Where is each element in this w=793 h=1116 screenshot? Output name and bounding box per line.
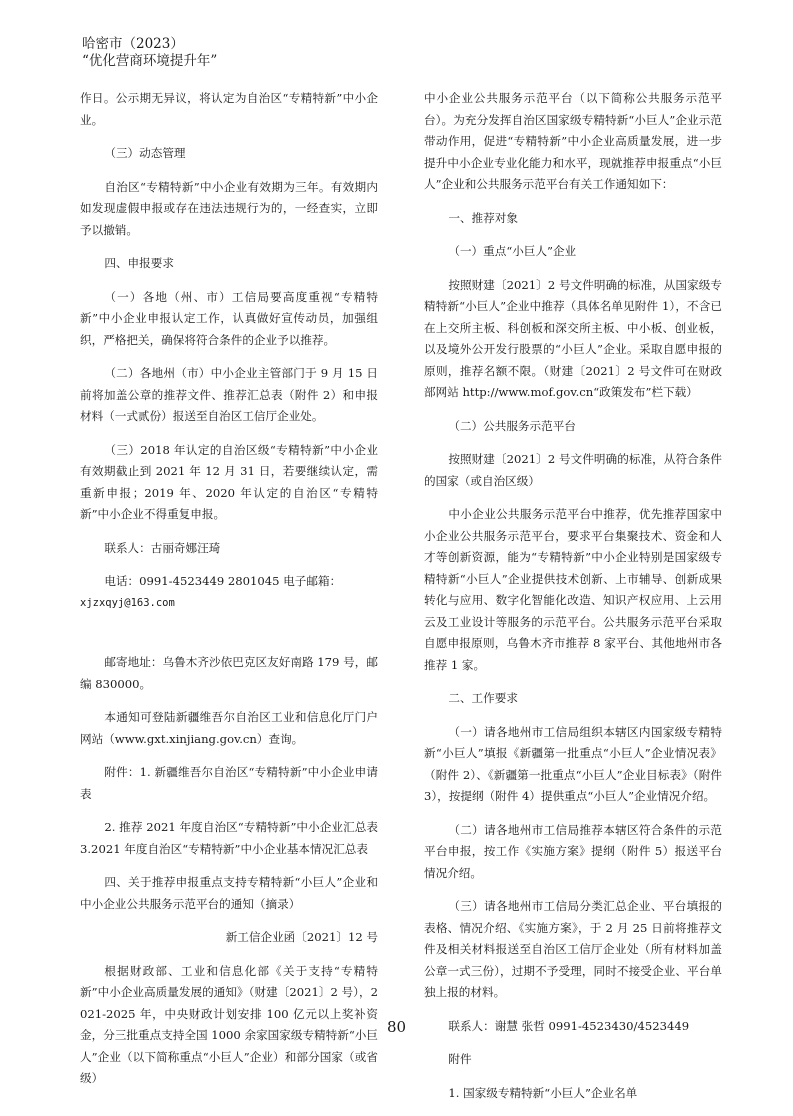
paragraph: 中小企业公共服务示范平台中推荐，优先推荐国家中小企业公共服务示范平台，要求平台集聚技术、资金和人才等创新资源，能为“专精特新”中小企业特别是国家级专精特新“小巨人”企业提供技术创新、上市辅导、创新成果转化与应用、数字化智能化改造、知识产权应用、上云用云及工业设计等服务的示范平台。公共服务示范平台采取自愿申报原则，乌鲁木齐市推荐 8 家平台、其他地州市各推荐 1 家。 [424,507,722,672]
section-heading: 四、申报要求 [104,256,174,270]
header-line-1: 哈密市（2023） [82,36,184,52]
contact-person: 联系人：古丽奇娜汪琦 [104,540,221,555]
paragraph: 自治区“专精特新”中小企业有效期为三年。有效期内如发现虚假申报或存在违法违规行为的，一经查实，立即予以撤销。 [80,179,378,237]
section-heading: 一、推荐对象 [448,210,518,225]
contact-person: 联系人：谢慧 张哲 0991-4523430/4523449 [448,1018,690,1033]
contact-email: xjzxqyj@163.com [80,596,175,609]
paragraph: （三）2018 年认定的自治区级“专精特新”中小企业有效期截止到 2021 年 12 月 31 日，若要继续认定，需重新申报；2019 年、2020 年认定的自治区“专精特新”中小企业不得重复申报。 [80,442,378,521]
paragraph: 中小企业公共服务示范平台（以下简称公共服务示范平台）。为充分发挥自治区国家级专精特新“小巨人”企业示范带动作用，促进“专精特新”中小企业高质量发展，进一步提升中小企业专业化能力和水平，现就推荐申报重点“小巨人”企业和公共服务示范平台有关工作通知如下： [424,91,722,191]
paragraph: 按照财建〔2021〕2 号文件明确的标准，从符合条件的国家（或自治区级） [424,452,722,488]
paragraph: （三）请各地州市工信局分类汇总企业、平台填报的表格、情况介绍、《实施方案》，于 2 月 25 日前将推荐文件及相关材料报送至自治区工信厅企业处（所有材料加盖公章一式三份），过期不予受理，同时不接受企业、平台单独上报的材料。 [424,899,722,999]
attachment-list: 附件：1. 新疆维吾尔自治区“专精特新”中小企业申请表 [80,765,378,801]
page-header [82,36,217,70]
section-heading: （三）动态管理 [104,146,186,160]
paragraph: 作日。公示期无异议，将认定为自治区“专精特新”中小企业。 [80,91,378,127]
paragraph: 根据财政部、工业和信息化部《关于支持“专精特新”中小企业高质量发展的通知》（财建〔2021〕2 号），2021-2025 年，中央财政计划安排 100 亿元以上奖补资金，分三批重点支持全国 1000 余家国家级专精特新“小巨人”企业（以下简称重点“小巨人”企业）和部分国家（或省级） [80,963,378,1085]
section-heading: 二、工作要求 [448,691,518,705]
section-heading: 四、关于推荐申报重点支持专精特新“小巨人”企业和中小企业公共服务示范平台的通知（摘录） [80,875,378,911]
left-column [80,88,378,1102]
right-column [424,88,722,1116]
attachment-list: 2. 推荐 2021 年度自治区“专精特新”中小企业汇总表 3.2021 年度自治区“专精特新”中小企业基本情况汇总表 [80,820,378,856]
header-line-2: “优化营商环境提升年” [82,53,218,69]
paragraph: 本通知可登陆新疆维吾尔自治区工业和信息化厅门户网站（www.gxt.xinjiang.gov.cn）查询。 [80,710,378,746]
mailing-address: 邮寄地址：乌鲁木齐沙依巴克区友好南路 179 号，邮编 830000。 [80,655,378,691]
attachment-heading: 附件 [448,1052,472,1066]
document-number: 新工信企业函〔2021〕12 号 [225,930,378,944]
paragraph: （二）各地州（市）中小企业主管部门于 9 月 15 日前将加盖公章的推荐文件、推荐汇总表（附件 2）和申报材料（一式贰份）报送至自治区工信厅企业处。 [80,366,378,423]
paragraph: （二）请各地州市工信局推荐本辖区符合条件的示范平台申报，按工作《实施方案》提纲（附件 5）报送平台情况介绍。 [424,822,722,880]
section-heading: （二）公共服务示范平台 [448,418,576,433]
section-heading: （一）重点“小巨人”企业 [448,244,577,258]
attachment-item: 1. 国家级专精特新“小巨人”企业名单 [448,1085,638,1100]
page-number: 80 [386,1018,407,1036]
paragraph: 按照财建〔2021〕2 号文件明确的标准，从国家级专精特新“小巨人”企业中推荐（具体名单见附件 1），不含已在上交所主板、科创板和深交所主板、中小板、创业板，以及境外公开发行股票的“小巨人”企业。采取自愿申报的原则，推荐名额不限。（财建〔2021〕2 号文件可在财政部网站 http://www.mof.gov.cn“政策发布”栏下载） [424,277,722,399]
contact-phone: 电话：0991-4523449 2801045 电子邮箱： [104,574,342,588]
paragraph: （一）各地（州、市）工信局要高度重视“专精特新”中小企业申报认定工作，认真做好宣传动员，加强组织，严格把关，确保将符合条件的企业予以推荐。 [80,289,378,347]
paragraph: （一）请各地州市工信局组织本辖区内国家级专精特新“小巨人”填报《新疆第一批重点“小巨人”企业情况表》（附件 2）、《新疆第一批重点“小巨人”企业目标表》（附件 3），按提纲（附件 4）提供重点“小巨人”企业情况介绍。 [424,724,722,803]
